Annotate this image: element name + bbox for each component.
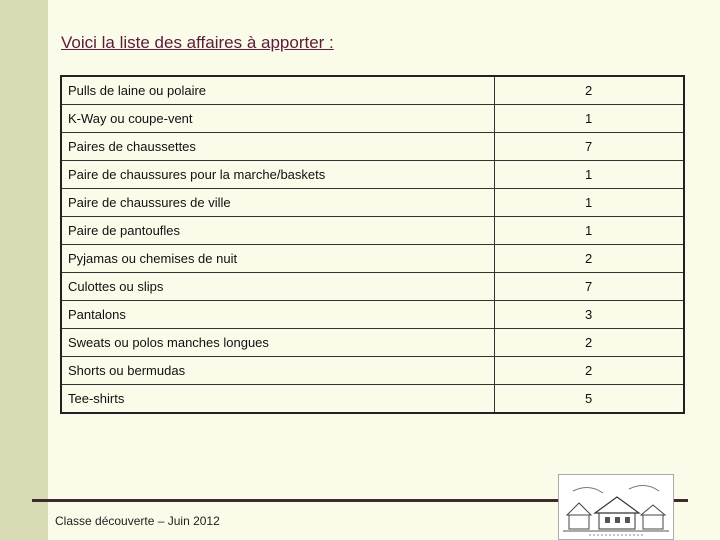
table-row — [61, 273, 684, 301]
item-quantity-cell — [495, 76, 685, 105]
item-quantity-cell — [495, 133, 685, 161]
item-label: Pantalons — [61, 301, 495, 329]
table-row — [61, 301, 684, 329]
item-label: Paire de chaussures pour la marche/baskets — [61, 161, 495, 189]
table-row — [61, 385, 684, 414]
item-quantity: 2 — [585, 251, 593, 266]
item-label: Paire de chaussures de ville — [61, 189, 495, 217]
item-quantity: 1 — [585, 167, 593, 182]
item-quantity-cell — [495, 105, 685, 133]
item-quantity: 1 — [585, 195, 593, 210]
item-label: Paire de pantoufles — [61, 217, 495, 245]
table-row — [61, 105, 684, 133]
item-quantity-cell — [495, 217, 685, 245]
item-quantity-cell — [495, 161, 685, 189]
item-quantity: 2 — [585, 83, 593, 98]
item-label: Culottes ou slips — [61, 273, 495, 301]
item-quantity-cell — [495, 385, 685, 414]
item-quantity-cell — [495, 301, 685, 329]
item-quantity-cell — [495, 245, 685, 273]
table-row — [61, 161, 684, 189]
item-label: Sweats ou polos manches longues — [61, 329, 495, 357]
left-accent-band — [0, 0, 48, 540]
item-quantity: 1 — [585, 223, 593, 238]
item-label: K-Way ou coupe-vent — [61, 105, 495, 133]
item-quantity-cell — [495, 329, 685, 357]
table-row — [61, 76, 684, 105]
table-row — [61, 133, 684, 161]
item-quantity: 7 — [585, 279, 593, 294]
item-quantity-cell — [495, 357, 685, 385]
item-quantity: 3 — [585, 307, 593, 322]
item-label: Shorts ou bermudas — [61, 357, 495, 385]
page-title: Voici la liste des affaires à apporter : — [61, 33, 334, 52]
table-row — [61, 217, 684, 245]
item-label: Pulls de laine ou polaire — [61, 76, 495, 105]
item-quantity-cell — [495, 189, 685, 217]
items-table — [60, 75, 685, 414]
table-row — [61, 245, 684, 273]
item-quantity: 2 — [585, 335, 593, 350]
item-quantity: 1 — [585, 111, 593, 126]
item-quantity: 2 — [585, 363, 593, 378]
table-row — [61, 357, 684, 385]
footer-text: Classe découverte – Juin 2012 — [55, 514, 220, 528]
item-label: Tee-shirts — [61, 385, 495, 414]
item-label: Paires de chaussettes — [61, 133, 495, 161]
building-sketch-icon — [558, 474, 674, 540]
item-quantity: 5 — [585, 391, 593, 406]
item-quantity-cell — [495, 273, 685, 301]
table-row — [61, 189, 684, 217]
item-label: Pyjamas ou chemises de nuit — [61, 245, 495, 273]
table-row — [61, 329, 684, 357]
item-quantity: 7 — [585, 139, 593, 154]
